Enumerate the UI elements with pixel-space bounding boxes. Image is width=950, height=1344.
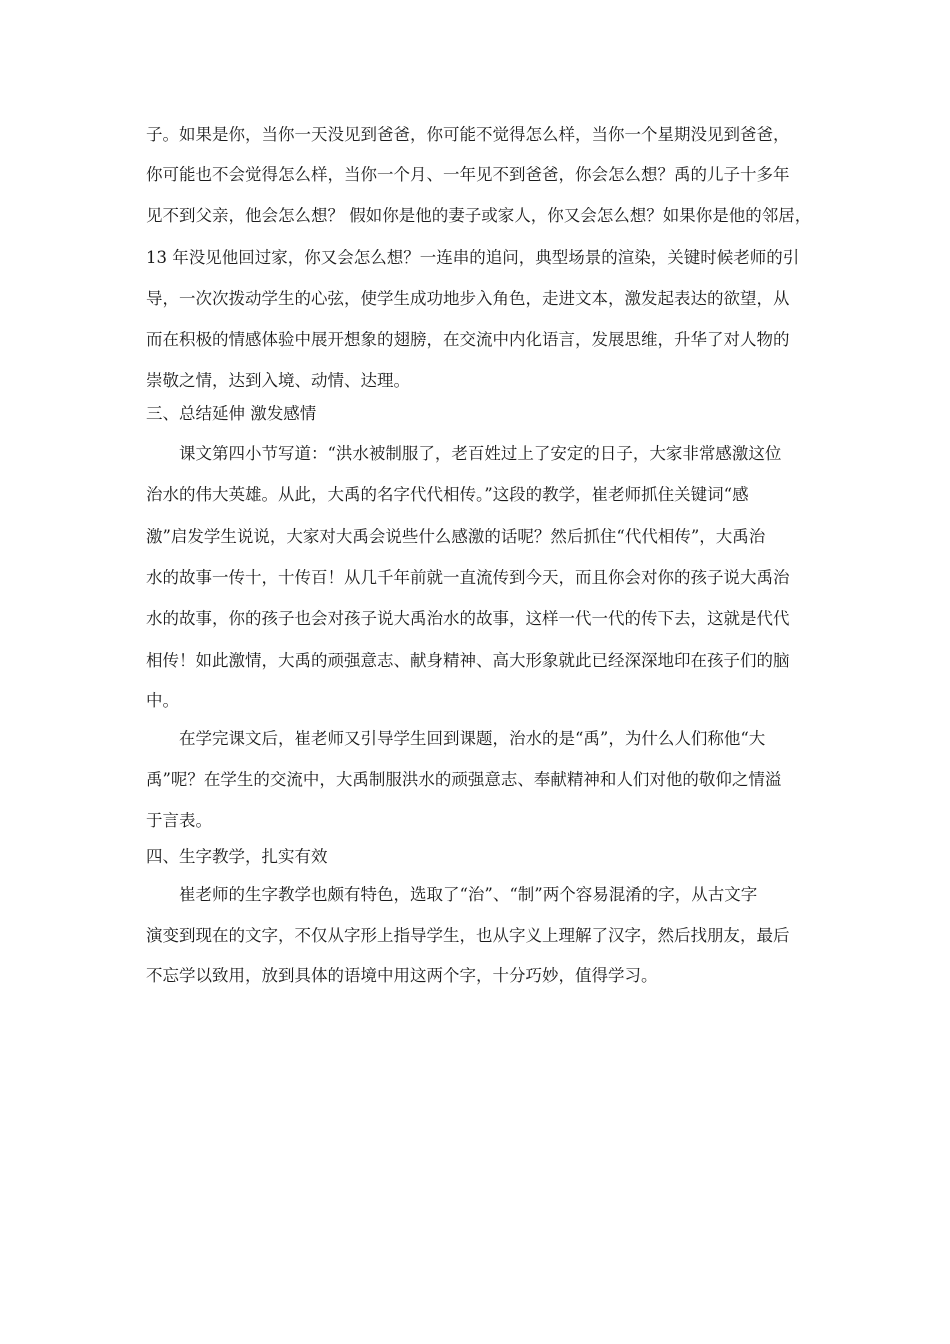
paragraph-4-line-3: 不忘学以致用，放到具体的语境中用这两个字，十分巧妙，值得学习。 [146, 966, 658, 985]
paragraph-1-line-7: 崇敬之情，达到入境、动情、达理。 [146, 371, 410, 390]
paragraph-2-line-6: 相传！如此激情，大禹的顽强意志、献身精神、高大形象就此已经深深地印在孩子们的脑 [146, 651, 790, 670]
paragraph-2-line-3: 激”启发学生说说，大家对大禹会说些什么感激的话呢？然后抓住“代代相传”，大禹治 [146, 527, 766, 546]
paragraph-1-line-4: 13 年没见他回过家，你又会怎么想？一连串的追问，典型场景的渲染，关键时候老师的引 [146, 248, 800, 267]
paragraph-4-line-2: 演变到现在的文字，不仅从字形上指导学生，也从字义上理解了汉字，然后找朋友，最后 [146, 926, 790, 945]
paragraph-3-line-1: 在学完课文后，崔老师又引导学生回到课题，治水的是“禹”，为什么人们称他“大 [146, 729, 766, 748]
paragraph-2-line-5: 水的故事，你的孩子也会对孩子说大禹治水的故事，这样一代一代的传下去，这就是代代 [146, 609, 790, 628]
paragraph-2-line-4: 水的故事一传十，十传百！从几千年前就一直流传到今天，而且你会对你的孩子说大禹治 [146, 568, 790, 587]
paragraph-1-line-1: 子。如果是你，当你一天没见到爸爸，你可能不觉得怎么样，当你一个星期没见到爸爸， [146, 125, 790, 144]
paragraph-2-line-1: 课文第四小节写道：“洪水被制服了，老百姓过上了安定的日子，大家非常感激这位 [146, 444, 782, 463]
paragraph-3-line-3: 于言表。 [146, 811, 212, 830]
section-heading-3: 三、总结延伸 激发感情 [146, 404, 317, 423]
section-heading-4: 四、生字教学，扎实有效 [146, 847, 328, 866]
paragraph-1-line-3: 见不到父亲，他会怎么想？ 假如你是他的妻子或家人，你又会怎么想？如果你是他的邻居， [146, 206, 812, 225]
paragraph-2-line-7: 中。 [146, 691, 179, 710]
paragraph-1-line-2: 你可能也不会觉得怎么样，当你一个月、一年见不到爸爸，你会怎么想？禹的儿子十多年 [146, 165, 790, 184]
paragraph-1-line-5: 导，一次次拨动学生的心弦，使学生成功地步入角色，走进文本，激发起表达的欲望，从 [146, 289, 790, 308]
paragraph-4-line-1: 崔老师的生字教学也颇有特色，选取了“治”、“制”两个容易混淆的字，从古文字 [146, 885, 758, 904]
paragraph-3-line-2: 禹”呢？在学生的交流中，大禹制服洪水的顽强意志、奉献精神和人们对他的敬仰之情溢 [146, 770, 782, 789]
paragraph-1-line-6: 而在积极的情感体验中展开想象的翅膀，在交流中内化语言，发展思维，升华了对人物的 [146, 330, 790, 349]
paragraph-2-line-2: 治水的伟大英雄。从此，大禹的名字代代相传。”这段的教学，崔老师抓住关键词“感 [146, 485, 749, 504]
